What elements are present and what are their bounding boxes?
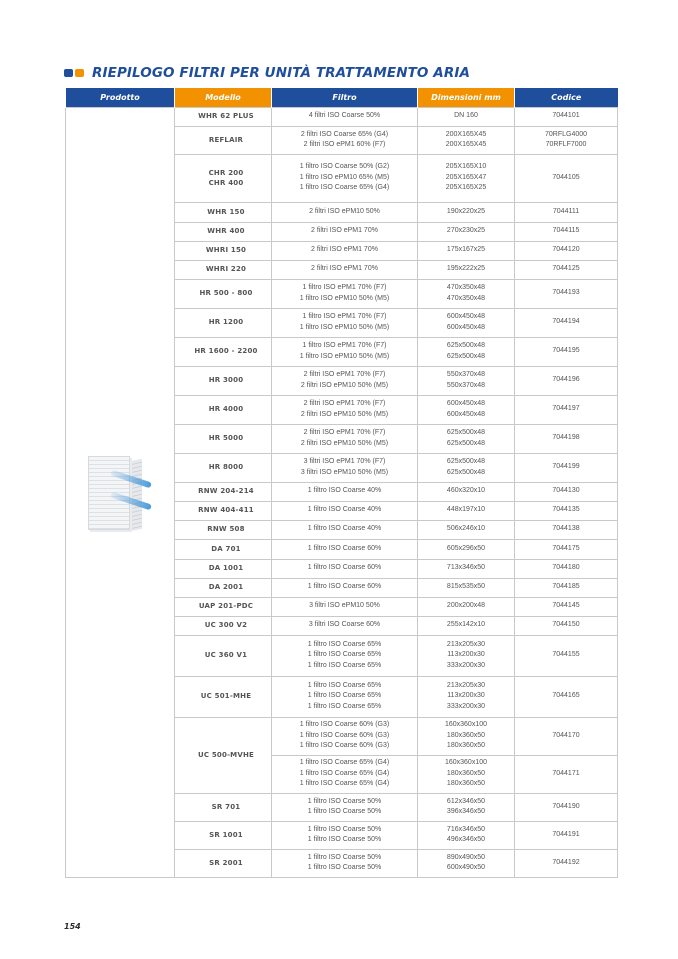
dimension-value: 255x142x10 [446, 621, 486, 629]
dimensions-cell [418, 755, 515, 793]
filter-spec: 3 filtri ISO ePM10 50% [309, 602, 380, 610]
filter-spec: 4 filtri ISO Coarse 50% [308, 112, 381, 120]
dimension-value: 625x500x48 [446, 352, 486, 360]
filter-cell [272, 849, 418, 877]
model-cell [175, 616, 272, 635]
product-code: 7044171 [552, 769, 580, 777]
filter-cell [272, 520, 418, 539]
filters-table [65, 88, 618, 878]
code-cell [515, 755, 618, 793]
dimension-value: 213x205x30 [446, 640, 486, 648]
code-cell [515, 424, 618, 453]
filter-spec: 1 filtro ISO Coarse 50% [307, 825, 382, 833]
code-cell [515, 635, 618, 676]
code-cell [515, 366, 618, 395]
model-name: UC 360 V1 [204, 651, 248, 660]
filter-spec: 1 filtro ISO Coarse 60% [307, 564, 382, 572]
dimensions-cell [418, 559, 515, 578]
dimensions-cell [418, 821, 515, 849]
filter-cell [272, 559, 418, 578]
dimensions-cell [418, 717, 515, 755]
code-cell [515, 616, 618, 635]
dimension-value: 213x205x30 [446, 681, 486, 689]
filter-spec: 1 filtro ISO ePM1 70% (F7) [302, 284, 387, 291]
filter-cell [272, 597, 418, 616]
model-name: WHRI 150 [205, 246, 247, 255]
model-name: UC 501-MHE [200, 692, 252, 701]
dimension-value: 200X165X45 [445, 130, 487, 138]
model-name: SR 701 [211, 802, 241, 811]
model-name: WHRI 220 [205, 265, 247, 274]
filter-spec: 1 filtro ISO Coarse 60% (G3) [299, 742, 390, 750]
filter-spec: 1 filtro ISO ePM10 65% (M5) [299, 173, 390, 181]
model-cell [175, 126, 272, 154]
filter-spec: 1 filtro ISO Coarse 50% (G2) [299, 163, 390, 171]
code-cell [515, 597, 618, 616]
model-name: UC 500-MVHE [198, 750, 254, 759]
product-code: 7044192 [552, 858, 580, 866]
model-name: RNW 204-214 [198, 487, 254, 496]
dimension-value: 470x350x48 [446, 284, 486, 291]
filter-spec: 2 filtri ISO ePM1 70% [311, 246, 378, 254]
dimension-value: 890x490x50 [446, 853, 486, 861]
model-name: HR 8000 [208, 463, 244, 472]
dimension-value: 160x360x100 [444, 759, 488, 767]
page-number: 154 [64, 922, 81, 931]
filter-cell [272, 793, 418, 821]
filter-spec: 2 filtri ISO ePM1 70% (F7) [303, 371, 386, 378]
code-cell [515, 501, 618, 520]
filter-cell [272, 635, 418, 676]
dimension-value: 550x370x48 [446, 381, 486, 389]
filter-spec: 3 filtri ISO ePM1 70% (F7) [303, 458, 386, 465]
dimension-value: 625x500x48 [446, 468, 486, 476]
filter-cell [272, 202, 418, 222]
filter-spec: 3 filtri ISO ePM10 50% (M5) [300, 468, 389, 476]
code-cell [515, 559, 618, 578]
filter-spec: 1 filtro ISO Coarse 65% [307, 702, 382, 710]
filter-cell [272, 482, 418, 501]
dimension-value: 113x200x30 [447, 651, 485, 659]
filter-spec: 2 filtri ISO ePM10 50% (M5) [300, 381, 389, 389]
dimensions-cell [418, 154, 515, 202]
dimension-value: 625x500x48 [446, 458, 486, 465]
filter-spec: 1 filtro ISO Coarse 65% [307, 681, 382, 689]
dimension-value: 175x167x25 [446, 246, 486, 254]
model-name: REFLAIR [208, 135, 244, 144]
model-cell [175, 578, 272, 597]
dimension-value: 605x296x50 [446, 544, 486, 552]
dimensions-cell [418, 337, 515, 366]
filter-spec: 2 filtri ISO ePM1 70% (F7) [303, 429, 386, 436]
dimension-value: 506x246x10 [446, 525, 486, 533]
dimension-value: 180x360x50 [446, 769, 486, 777]
filter-cell [272, 279, 418, 308]
code-cell [515, 793, 618, 821]
filter-cell [272, 821, 418, 849]
filter-spec: 3 filtri ISO Coarse 60% [308, 621, 381, 629]
dimension-value: 600x490x50 [446, 864, 486, 871]
model-name: UAP 201-PDC [198, 602, 254, 611]
model-cell [175, 279, 272, 308]
filter-spec: 2 filtri ISO ePM1 70% [311, 265, 378, 273]
product-code: 7044115 [552, 227, 580, 235]
product-code: 7044165 [552, 692, 580, 700]
dimension-value: 448x197x10 [446, 506, 486, 514]
filter-spec: 1 filtro ISO Coarse 50% [307, 836, 382, 843]
filter-cell [272, 154, 418, 202]
product-code: 7044195 [552, 347, 580, 355]
filter-spec: 2 filtri ISO ePM1 70% (F7) [303, 400, 386, 407]
filter-cell [272, 308, 418, 337]
page-title: RIEPILOGO FILTRI PER UNITÀ TRATTAMENTO ARIA [92, 65, 470, 81]
product-code: 7044105 [552, 173, 580, 181]
dimensions-cell [418, 482, 515, 501]
product-code: 7044185 [552, 583, 580, 591]
model-cell [175, 793, 272, 821]
filter-spec: 1 filtro ISO ePM10 50% (M5) [299, 294, 390, 302]
code-cell [515, 107, 618, 126]
model-cell [175, 539, 272, 559]
code-cell [515, 578, 618, 597]
model-name: RNW 404-411 [198, 506, 254, 515]
filter-cell [272, 539, 418, 559]
model-cell [175, 849, 272, 877]
product-code: 7044175 [552, 544, 580, 552]
filter-cell [272, 222, 418, 241]
dimension-value: 625x500x48 [446, 439, 486, 447]
filter-spec: 1 filtro ISO Coarse 60% (G3) [299, 721, 390, 729]
filter-spec: 1 filtro ISO Coarse 40% [307, 506, 382, 514]
filter-spec: 2 filtri ISO ePM1 70% [311, 227, 378, 235]
dimension-value: 713x346x50 [446, 564, 486, 572]
product-cell [66, 107, 175, 877]
dimensions-cell [418, 260, 515, 279]
dimensions-cell [418, 308, 515, 337]
column-header-dimensioni: Dimensioni mm [418, 88, 515, 107]
dimension-value: 270x230x25 [446, 227, 486, 235]
dimensions-cell [418, 616, 515, 635]
dimension-value: 470x350x48 [446, 294, 486, 302]
model-cell [175, 337, 272, 366]
dimension-value: 600x450x48 [446, 313, 486, 320]
filter-spec: 1 filtro ISO Coarse 65% (G4) [299, 769, 390, 777]
filter-spec: 1 filtro ISO Coarse 65% [307, 640, 382, 648]
model-cell [175, 308, 272, 337]
code-cell [515, 539, 618, 559]
dimensions-cell [418, 539, 515, 559]
dimension-value: 333x200x30 [446, 661, 486, 669]
product-code: 7044193 [552, 289, 580, 297]
product-code: 7044190 [552, 802, 580, 810]
product-code: 7044191 [552, 830, 580, 838]
code-cell [515, 676, 618, 717]
model-cell [175, 520, 272, 539]
filter-spec: 1 filtro ISO Coarse 40% [307, 525, 382, 533]
dimension-value: DN 160 [454, 112, 478, 120]
dimensions-cell [418, 395, 515, 424]
air-handling-unit-icon [84, 450, 156, 534]
dimension-value: 625x500x48 [446, 342, 486, 349]
product-code: 7044196 [552, 376, 580, 384]
code-cell [515, 520, 618, 539]
filter-spec: 1 filtro ISO Coarse 65% (G4) [299, 780, 390, 788]
code-cell [515, 849, 618, 877]
filter-spec: 1 filtro ISO Coarse 50% [307, 853, 382, 861]
dimensions-cell [418, 202, 515, 222]
dimensions-cell [418, 676, 515, 717]
code-cell [515, 154, 618, 202]
title-marker-icon [64, 69, 84, 77]
dimension-value: 180x360x50 [446, 780, 486, 788]
filter-cell [272, 676, 418, 717]
product-code: 7044180 [552, 564, 580, 572]
filter-cell [272, 107, 418, 126]
code-cell [515, 260, 618, 279]
dimension-value: 113x200x30 [447, 692, 485, 700]
filter-spec: 2 filtri ISO ePM10 50% [309, 207, 380, 215]
dimension-value: 396x346x50 [446, 808, 486, 815]
dimension-value: 600x450x48 [446, 410, 486, 418]
dimensions-cell [418, 424, 515, 453]
model-cell [175, 501, 272, 520]
model-name: DA 1001 [208, 564, 244, 573]
filter-cell [272, 501, 418, 520]
filter-spec: 1 filtro ISO Coarse 65% [307, 661, 382, 669]
dimension-value: 460x320x10 [446, 487, 486, 495]
filter-cell [272, 616, 418, 635]
model-cell [175, 260, 272, 279]
dimensions-cell [418, 597, 515, 616]
dimension-value: 625x500x48 [446, 429, 486, 436]
code-cell [515, 126, 618, 154]
dimensions-cell [418, 222, 515, 241]
dimension-value: 600x450x48 [446, 400, 486, 407]
code-cell [515, 241, 618, 260]
filter-cell [272, 395, 418, 424]
code-cell [515, 222, 618, 241]
filter-spec: 2 filtri ISO ePM10 50% (M5) [300, 439, 389, 447]
filter-spec: 1 filtro ISO Coarse 50% [307, 864, 382, 871]
model-name: DA 701 [211, 544, 241, 553]
dimensions-cell [418, 635, 515, 676]
dimensions-cell [418, 849, 515, 877]
product-code: 70RFLF7000 [545, 141, 587, 148]
code-cell [515, 453, 618, 482]
model-cell [175, 107, 272, 126]
dimension-value: 496x346x50 [446, 836, 486, 843]
dimension-value: 180x360x50 [446, 742, 486, 750]
dimensions-cell [418, 366, 515, 395]
product-code: 7044197 [552, 405, 580, 413]
filter-spec: 1 filtro ISO Coarse 60% (G3) [299, 731, 390, 739]
code-cell [515, 279, 618, 308]
model-cell [175, 202, 272, 222]
model-name: SR 2001 [209, 858, 243, 867]
filter-cell [272, 717, 418, 755]
filter-cell [272, 453, 418, 482]
model-name: CHR 200 [208, 168, 244, 177]
dimension-value: 190x220x25 [446, 207, 486, 215]
model-cell [175, 366, 272, 395]
dimension-value: 205X165X10 [445, 163, 487, 171]
code-cell [515, 821, 618, 849]
filter-cell [272, 424, 418, 453]
dimension-value: 205X165X47 [445, 173, 487, 181]
code-cell [515, 482, 618, 501]
product-code: 7044199 [552, 463, 580, 471]
filter-spec: 1 filtro ISO Coarse 50% [307, 808, 382, 815]
column-header-modello: Modello [175, 88, 272, 107]
product-code: 7044125 [552, 265, 580, 273]
filter-spec: 2 filtri ISO ePM10 50% (M5) [300, 410, 389, 418]
code-cell [515, 395, 618, 424]
filter-spec: 1 filtro ISO Coarse 65% [307, 651, 382, 659]
model-cell [175, 222, 272, 241]
model-cell [175, 635, 272, 676]
dimensions-cell [418, 793, 515, 821]
product-code: 7044138 [552, 525, 580, 533]
product-code: 7044101 [552, 112, 580, 120]
filter-spec: 2 filtri ISO Coarse 65% (G4) [300, 130, 389, 138]
column-header-codice: Codice [515, 88, 618, 107]
filter-spec: 1 filtro ISO Coarse 40% [307, 487, 382, 495]
filter-spec: 1 filtro ISO Coarse 60% [307, 544, 382, 552]
dimensions-cell [418, 126, 515, 154]
dimension-value: 612x346x50 [446, 797, 486, 805]
model-name: HR 5000 [208, 434, 244, 443]
product-code: 70RFLG4000 [544, 130, 588, 138]
product-code: 7044111 [552, 207, 580, 215]
code-cell [515, 717, 618, 755]
dimension-value: 550x370x48 [446, 371, 486, 378]
table-header-row [66, 88, 618, 107]
dimension-value: 600x450x48 [446, 323, 486, 331]
product-code: 7044194 [552, 318, 580, 326]
product-code: 7044145 [552, 602, 580, 610]
code-cell [515, 337, 618, 366]
filter-spec: 1 filtro ISO Coarse 65% (G4) [299, 184, 390, 192]
dimensions-cell [418, 501, 515, 520]
product-code: 7044198 [552, 434, 580, 442]
model-name: WHR 150 [207, 207, 245, 216]
model-name: WHR 400 [207, 227, 245, 236]
dimension-value: 180x360x50 [446, 731, 486, 739]
model-cell [175, 482, 272, 501]
filter-spec: 1 filtro ISO Coarse 65% (G4) [299, 759, 390, 767]
product-code: 7044130 [552, 487, 580, 495]
section-header [64, 64, 470, 82]
filter-cell [272, 755, 418, 793]
dimension-value: 815x535x50 [446, 583, 486, 591]
filter-cell [272, 337, 418, 366]
model-cell [175, 395, 272, 424]
column-header-prodotto: Prodotto [66, 88, 175, 107]
product-code: 7044120 [552, 246, 580, 254]
model-cell [175, 241, 272, 260]
column-header-filtro: Filtro [272, 88, 418, 107]
code-cell [515, 202, 618, 222]
table-row [66, 107, 618, 126]
filter-cell [272, 366, 418, 395]
model-name: WHR 62 PLUS [198, 112, 254, 121]
dimensions-cell [418, 453, 515, 482]
model-name: HR 3000 [208, 376, 244, 385]
model-name: HR 1200 [208, 318, 244, 327]
dimensions-cell [418, 107, 515, 126]
dimension-value: 716x346x50 [446, 825, 486, 833]
model-name: CHR 400 [208, 179, 244, 187]
model-cell [175, 559, 272, 578]
dimensions-cell [418, 279, 515, 308]
product-code: 7044135 [552, 506, 580, 514]
model-cell [175, 597, 272, 616]
dimension-value: 160x360x100 [444, 721, 488, 729]
model-name: UC 300 V2 [204, 621, 248, 630]
filter-spec: 1 filtro ISO Coarse 65% [307, 692, 382, 700]
model-cell [175, 154, 272, 202]
code-cell [515, 308, 618, 337]
filter-spec: 1 filtro ISO ePM10 50% (M5) [299, 352, 390, 360]
dimension-value: 200x200x48 [446, 602, 486, 610]
dimensions-cell [418, 241, 515, 260]
filter-cell [272, 578, 418, 597]
dimensions-cell [418, 578, 515, 597]
filter-spec: 1 filtro ISO Coarse 50% [307, 797, 382, 805]
filter-spec: 1 filtro ISO ePM10 50% (M5) [299, 323, 390, 331]
filter-spec: 2 filtri ISO ePM1 60% (F7) [303, 141, 386, 148]
model-name: DA 2001 [208, 583, 244, 592]
product-code: 7044150 [552, 621, 580, 629]
filter-cell [272, 260, 418, 279]
dimension-value: 205X165X25 [445, 184, 487, 192]
orange-square-icon [75, 69, 84, 77]
product-code: 7044170 [552, 731, 580, 739]
model-name: SR 1001 [209, 830, 243, 839]
model-cell [175, 821, 272, 849]
filter-spec: 1 filtro ISO ePM1 70% (F7) [302, 342, 387, 349]
product-code: 7044155 [552, 651, 580, 659]
dimension-value: 333x200x30 [446, 702, 486, 710]
model-name: HR 1600 - 2200 [194, 347, 258, 356]
model-cell [175, 424, 272, 453]
dimensions-cell [418, 520, 515, 539]
model-cell [175, 453, 272, 482]
model-name: HR 500 - 800 [199, 289, 253, 298]
dimension-value: 200X165X45 [445, 141, 487, 148]
model-cell [175, 717, 272, 793]
model-cell [175, 676, 272, 717]
filter-cell [272, 126, 418, 154]
filter-cell [272, 241, 418, 260]
blue-square-icon [64, 69, 73, 77]
model-name: HR 4000 [208, 405, 244, 414]
model-name: RNW 508 [207, 525, 245, 534]
dimension-value: 195x222x25 [446, 265, 486, 273]
filter-spec: 1 filtro ISO ePM1 70% (F7) [302, 313, 387, 320]
filter-spec: 1 filtro ISO Coarse 60% [307, 583, 382, 591]
